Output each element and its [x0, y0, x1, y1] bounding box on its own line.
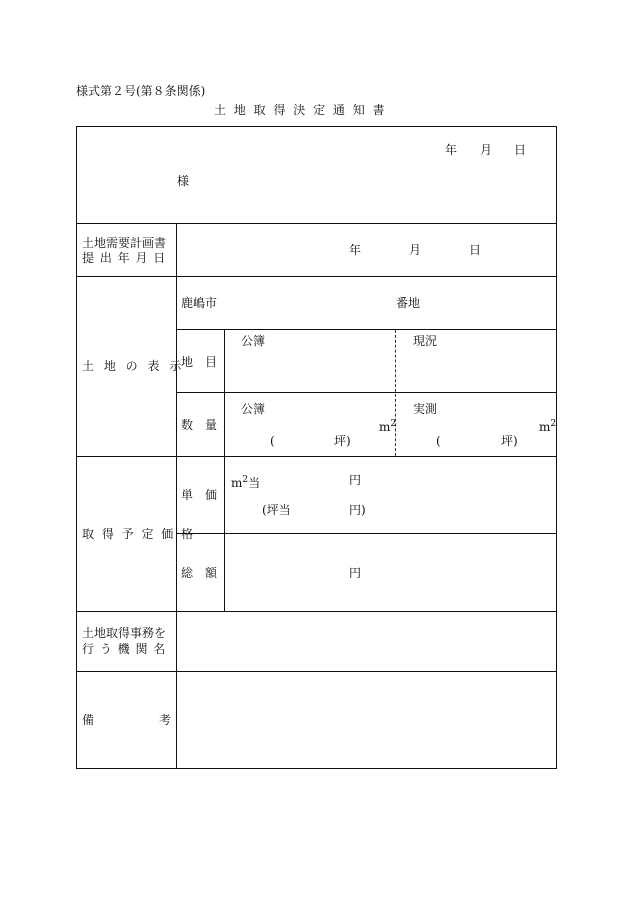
plan-submission-label-line2: 提 出 年 月 日: [82, 251, 167, 265]
row-divider: [176, 533, 557, 534]
square-meter-unit: $m^2$: [539, 419, 557, 434]
total-amount-yen: 円: [349, 566, 362, 580]
remarks-label-right: 考: [159, 713, 172, 727]
remarks-label-left: 備: [82, 713, 95, 727]
land-category-registry: 公簿: [241, 334, 266, 348]
unit-price-per-square-meter: $m^2$当: [231, 475, 261, 490]
plan-submission-year: 年: [349, 243, 362, 257]
row-divider: [76, 276, 557, 277]
column-divider: [224, 456, 225, 611]
tsubo-open-paren: (: [270, 434, 275, 448]
land-category-current: 現況: [413, 334, 438, 348]
dashed-divider: [395, 330, 396, 456]
land-display-label: 土 地 の 表 示: [82, 359, 185, 373]
agency-label-line1: 土地取得事務を: [82, 626, 167, 640]
issue-date-day: 日: [514, 143, 527, 157]
land-lot-suffix: 番地: [396, 296, 421, 310]
row-divider: [176, 392, 557, 393]
honorific-sama: 様: [177, 174, 190, 188]
land-category-label: 地 目: [181, 355, 218, 369]
document-title: 土 地 取 得 決 定 通 知 書: [214, 103, 387, 117]
tsubo-open-paren: (: [436, 434, 441, 448]
agency-label-line2: 行 う 機 関 名: [82, 642, 167, 656]
plan-submission-month: 月: [409, 243, 422, 257]
land-quantity-registry: 公簿: [241, 402, 266, 416]
land-city: 鹿嶋市: [181, 296, 218, 310]
unit-price-tsubo: (坪当: [262, 503, 291, 517]
total-amount-label: 総 額: [181, 566, 218, 580]
row-divider: [176, 329, 557, 330]
row-divider: [76, 671, 557, 672]
form-number: 様式第２号(第８条関係): [76, 84, 206, 98]
row-divider: [76, 223, 557, 224]
land-quantity-label: 数 量: [181, 418, 218, 432]
planned-price-label: 取 得 予 定 価 格: [82, 527, 196, 541]
row-divider: [76, 611, 557, 612]
unit-price-label: 単 価: [181, 488, 218, 502]
issue-date-year: 年: [445, 143, 458, 157]
land-quantity-survey: 実測: [413, 402, 438, 416]
column-divider: [176, 223, 177, 769]
unit-price-yen: 円: [349, 473, 362, 487]
row-divider: [76, 456, 557, 457]
column-divider: [224, 329, 225, 456]
unit-price-tsubo-yen: 円): [349, 503, 366, 517]
plan-submission-label-line1: 土地需要計画書: [82, 236, 167, 250]
tsubo-close: 坪): [501, 434, 518, 448]
square-meter-unit: $m^2$: [379, 419, 397, 434]
plan-submission-day: 日: [469, 243, 482, 257]
issue-date-month: 月: [480, 143, 493, 157]
tsubo-close: 坪): [334, 434, 351, 448]
